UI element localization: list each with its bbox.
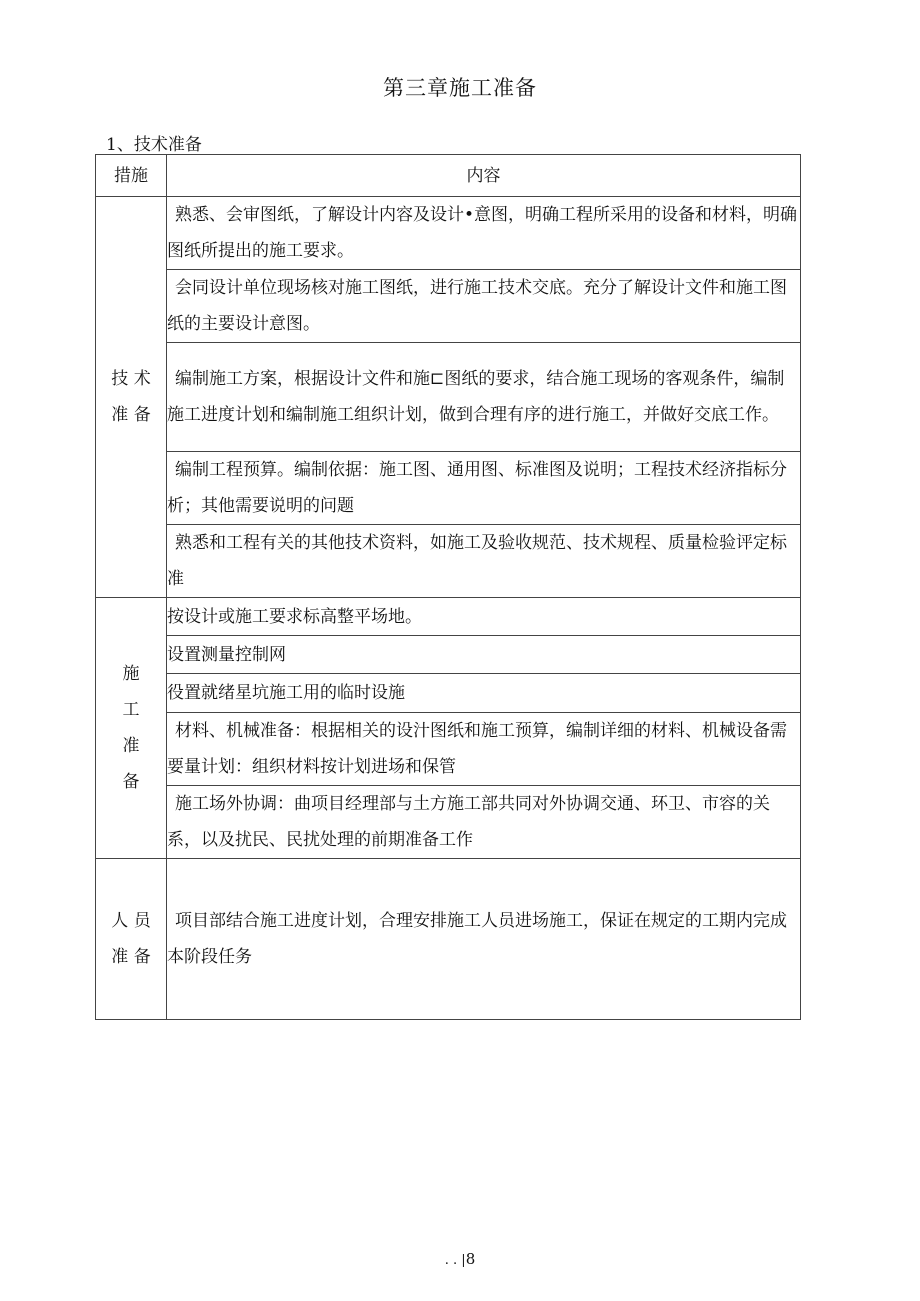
content-cell: [167, 859, 801, 1020]
section-heading: 1、技术准备: [106, 135, 202, 155]
category-line: 技 术: [111, 369, 151, 389]
content-cell: [167, 452, 801, 525]
category-line: 人 员: [111, 911, 151, 931]
header-measure: 措施: [96, 155, 167, 197]
table-row: [96, 598, 801, 636]
category-cell-technical: [96, 197, 167, 598]
content-text: 熟悉和工程有关的其他技术资料，如施工及验收规范、技术规程、质量检验评定标准: [167, 533, 787, 589]
table-row: [96, 525, 801, 598]
category-line: 工: [122, 700, 140, 720]
content-cell: [167, 197, 801, 270]
table-row: [96, 859, 801, 1020]
content-cell: [167, 636, 801, 674]
content-text: 施工场外协调：曲项目经理部与土方施工部共同对外协调交通、环卫、市容的关系，以及扰民、民扰处理的前期准备工作: [167, 794, 770, 850]
content-text: 役置就绪星坑施工用的临时设施: [167, 683, 405, 703]
table-row: [96, 270, 801, 343]
preparation-table: [95, 154, 801, 1020]
content-text: 熟悉、会审图纸，了解设计内容及设计•意图，明确工程所采用的设备和材料，明确图纸所提出的施工要求。: [167, 205, 798, 261]
category-cell-personnel: [96, 859, 167, 1020]
category-line: 准: [122, 736, 140, 756]
content-cell: [167, 674, 801, 713]
content-text: 材料、机械准备：根据相关的设汁图纸和施工预算，编制详细的材料、机械设备需要量计划：组织材料按计划进场和保管: [167, 721, 787, 777]
page-title: 第三章施工准备: [383, 76, 537, 100]
table-row: [96, 197, 801, 270]
content-text: 项目部结合施工进度计划，合理安排施工人员进场施工，保证在规定的工期内完成本阶段任务: [167, 911, 787, 967]
table-row: [96, 713, 801, 786]
table-row: [96, 786, 801, 859]
content-cell: [167, 713, 801, 786]
table-row: [96, 636, 801, 674]
category-line: 备: [122, 772, 140, 792]
content-text: 编制施工方案，根据设计文件和施⊏图纸的要求，结合施工现场的客观条件，编制施工进度计划和编制施工组织计划，做到合理有序的进行施工，并做好交底工作。: [167, 369, 785, 425]
category-line: 准 备: [111, 947, 151, 967]
category-line: 准 备: [111, 405, 151, 425]
content-text: 设置测量控制网: [167, 644, 286, 665]
page-footer: [0, 1250, 920, 1268]
content-text: 按设计或施工要求标高整平场地。: [167, 606, 422, 627]
content-text: 会同设计单位现场核对施工图纸，进行施工技术交底。充分了解设计文件和施工图纸的主要设计意图。: [167, 278, 787, 334]
footer-marks: . . |: [444, 1253, 466, 1268]
table-row: [96, 674, 801, 713]
table-header-row: [96, 155, 801, 197]
page-number: 8: [465, 1250, 476, 1268]
table-row: [96, 343, 801, 452]
content-text: 编制工程预算。编制依据：施工图、通用图、标准图及说明；工程技术经济指标分析；其他需要说明的问题: [167, 460, 787, 516]
content-cell: [167, 343, 801, 452]
content-cell: [167, 598, 801, 636]
content-cell: [167, 270, 801, 343]
table-row: [96, 452, 801, 525]
header-content: 内容: [167, 155, 801, 197]
content-cell: [167, 786, 801, 859]
category-cell-construction: [96, 598, 167, 859]
content-cell: [167, 525, 801, 598]
category-line: 施: [122, 664, 140, 684]
